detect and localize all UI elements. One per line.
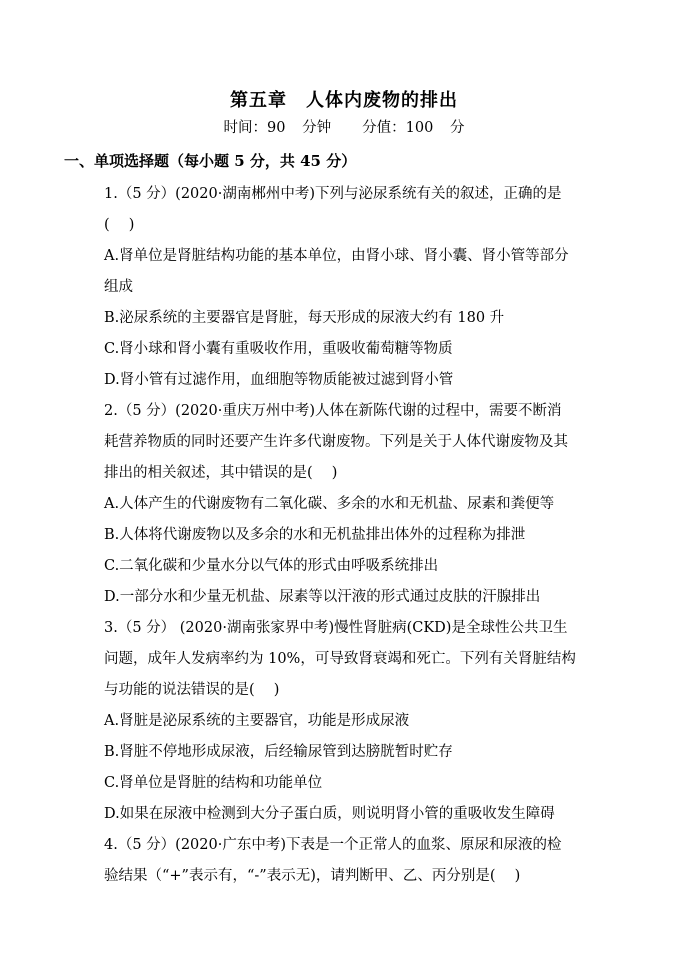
text-line: ( ) [104, 217, 135, 233]
text-line: 验结果（“+”表示有，“-”表示无)，请判断甲、乙、丙分别是( ) [104, 868, 521, 884]
text-line: 耗营养物质的同时还要产生许多代谢废物。下列是关于人体代谢废物及其 [104, 434, 568, 450]
text-line: B.泌尿系统的主要器官是肾脏，每天形成的尿液大约有 180 升 [104, 310, 505, 326]
text-line: 与功能的说法错误的是( ) [104, 682, 280, 698]
text-line: 1.（5 分）(2020·湖南郴州中考)下列与泌尿系统有关的叙述，正确的是 [104, 186, 562, 202]
text-line: C.二氧化碳和少量水分以气体的形式由呼吸系统排出 [104, 558, 439, 574]
text-line: B.人体将代谢废物以及多余的水和无机盐排出体外的过程称为排泄 [104, 527, 526, 543]
text-line: A.人体产生的代谢废物有二氧化碳、多余的水和无机盐、尿素和粪便等 [104, 496, 555, 512]
text-line: C.肾小球和肾小囊有重吸收作用，重吸收葡萄糖等物质 [104, 341, 453, 357]
text-line: D.肾小管有过滤作用，血细胞等物质能被过滤到肾小管 [104, 372, 454, 388]
text-line: 问题，成年人发病率约为 10%，可导致肾衰竭和死亡。下列有关肾脏结构 [104, 651, 576, 667]
text-line: D.如果在尿液中检测到大分子蛋白质，则说明肾小管的重吸收发生障碍 [104, 806, 555, 822]
text-line: 组成 [104, 279, 133, 295]
text-line: A.肾单位是肾脏结构功能的基本单位，由肾小球、肾小囊、肾小管等部分 [104, 248, 569, 264]
text-line: A.肾脏是泌尿系统的主要器官，功能是形成尿液 [104, 713, 410, 729]
text-line: 4.（5 分）(2020·广东中考)下表是一个正常人的血浆、原尿和尿液的检 [104, 837, 562, 853]
text-line: B.肾脏不停地形成尿液，后经输尿管到达膀胱暂时贮存 [104, 744, 453, 760]
text-line: C.肾单位是肾脏的结构和功能单位 [104, 775, 323, 791]
section-heading: 一、单项选择题（每小题 5 分，共 45 分） [64, 152, 357, 170]
exam-info: 时间：90 分钟 分值：100 分 [223, 120, 465, 136]
text-line: D.一部分水和少量无机盐、尿素等以汗液的形式通过皮肤的汗腺排出 [104, 589, 541, 605]
text-line: 排出的相关叙述，其中错误的是( ) [104, 465, 338, 481]
page-title: 第五章 人体内废物的排出 [230, 90, 458, 111]
text-line: 2.（5 分）(2020·重庆万州中考)人体在新陈代谢的过程中，需要不断消 [104, 403, 562, 419]
text-line: 3.（5 分） (2020·湖南张家界中考)慢性肾脏病(CKD)是全球性公共卫生 [104, 620, 568, 636]
